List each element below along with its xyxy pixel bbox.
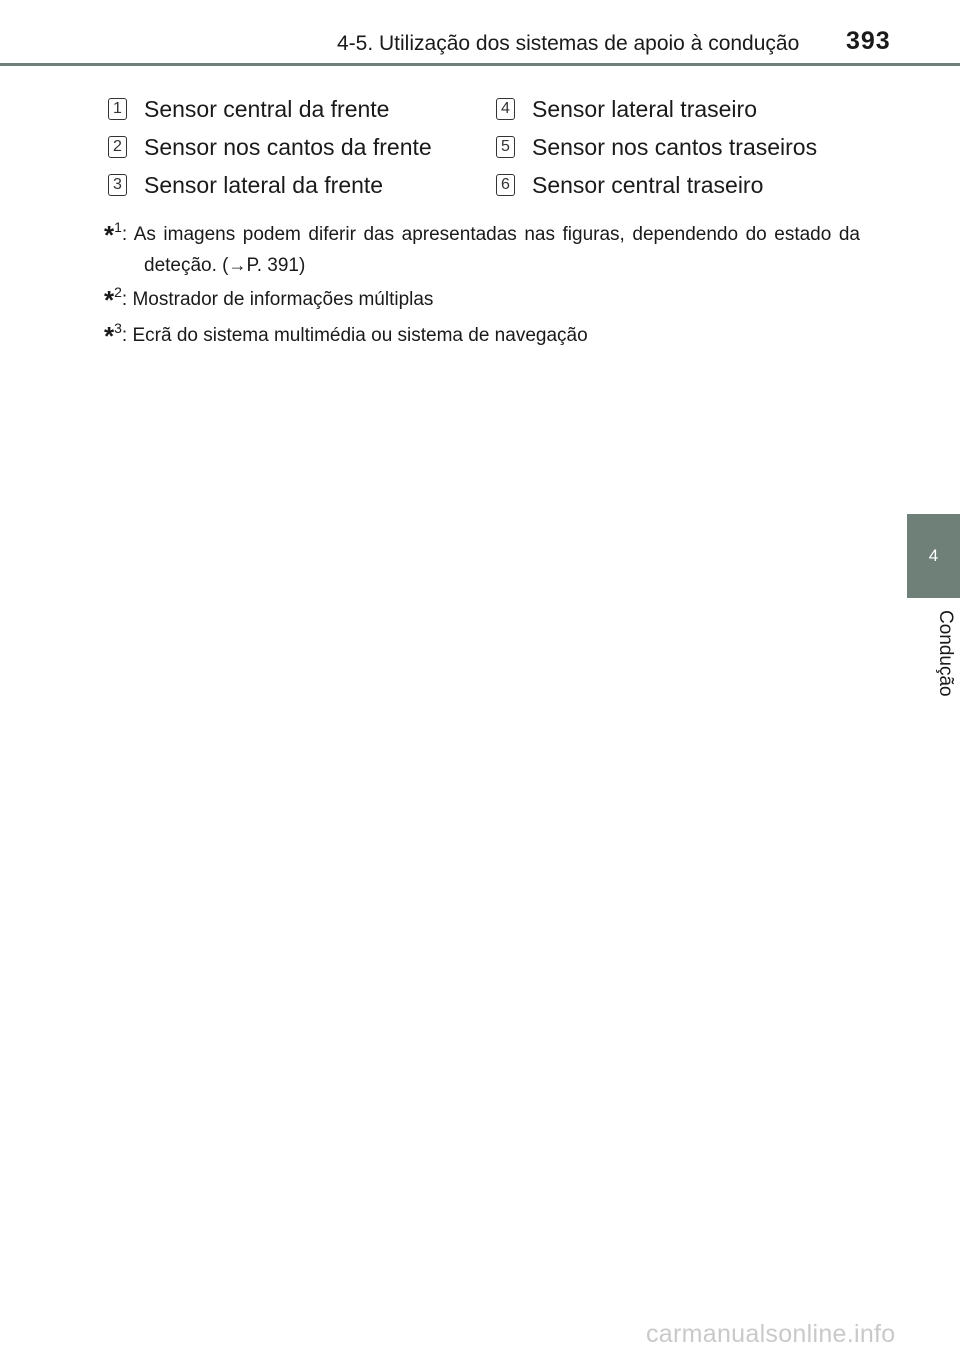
footnote-text: : Mostrador de informações múltiplas <box>121 289 434 310</box>
footnote-body <box>104 212 860 281</box>
footnote-text: : Ecrã do sistema multimédia ou sistema de navegação <box>121 325 588 346</box>
asterisk-mark: * <box>104 285 115 315</box>
legend-number-badge: 2 <box>108 136 127 158</box>
legend-label: Sensor central da frente <box>144 95 390 122</box>
legend-label: Sensor lateral da frente <box>144 171 384 198</box>
chapter-name: Condução <box>935 610 956 697</box>
section-title: 4-5. Utilização dos sistemas de apoio à condução <box>337 32 800 55</box>
legend-number-badge: 1 <box>108 98 127 120</box>
chapter-number: 4 <box>928 546 939 565</box>
page-number: 393 <box>846 27 891 55</box>
legend-label: Sensor nos cantos traseiros <box>532 133 818 160</box>
legend-label: Sensor lateral traseiro <box>532 95 757 122</box>
header-divider <box>0 63 960 66</box>
legend-number-badge: 6 <box>496 174 515 196</box>
asterisk-mark: * <box>104 220 115 250</box>
legend-label: Sensor central traseiro <box>532 171 764 198</box>
legend-item <box>108 94 389 124</box>
chapter-tab[interactable] <box>907 514 960 598</box>
legend-item <box>496 170 763 200</box>
footnote-3 <box>104 313 860 351</box>
asterisk-mark: * <box>104 321 115 351</box>
footnote-text: : As imagens podem diferir das apresentadas nas figuras, dependendo do estado da deteção. ( <box>121 224 860 276</box>
watermark: carmanualsonline.info <box>646 1320 896 1348</box>
footnote-index: 1 <box>114 219 122 235</box>
legend-number-badge: 4 <box>496 98 515 120</box>
legend-item <box>496 94 757 124</box>
arrow-right-icon: → <box>228 255 247 275</box>
legend-item <box>108 170 383 200</box>
page-reference-link[interactable]: P. 391) <box>246 255 306 276</box>
footnote-index: 2 <box>114 284 122 300</box>
footnote-2 <box>104 277 860 315</box>
legend-number-badge: 3 <box>108 174 127 196</box>
legend-item <box>108 132 432 162</box>
legend-item <box>496 132 817 162</box>
footnote-1 <box>104 212 860 281</box>
footnote-index: 3 <box>114 320 122 336</box>
legend-label: Sensor nos cantos da frente <box>144 133 432 160</box>
legend-number-badge: 5 <box>496 136 515 158</box>
